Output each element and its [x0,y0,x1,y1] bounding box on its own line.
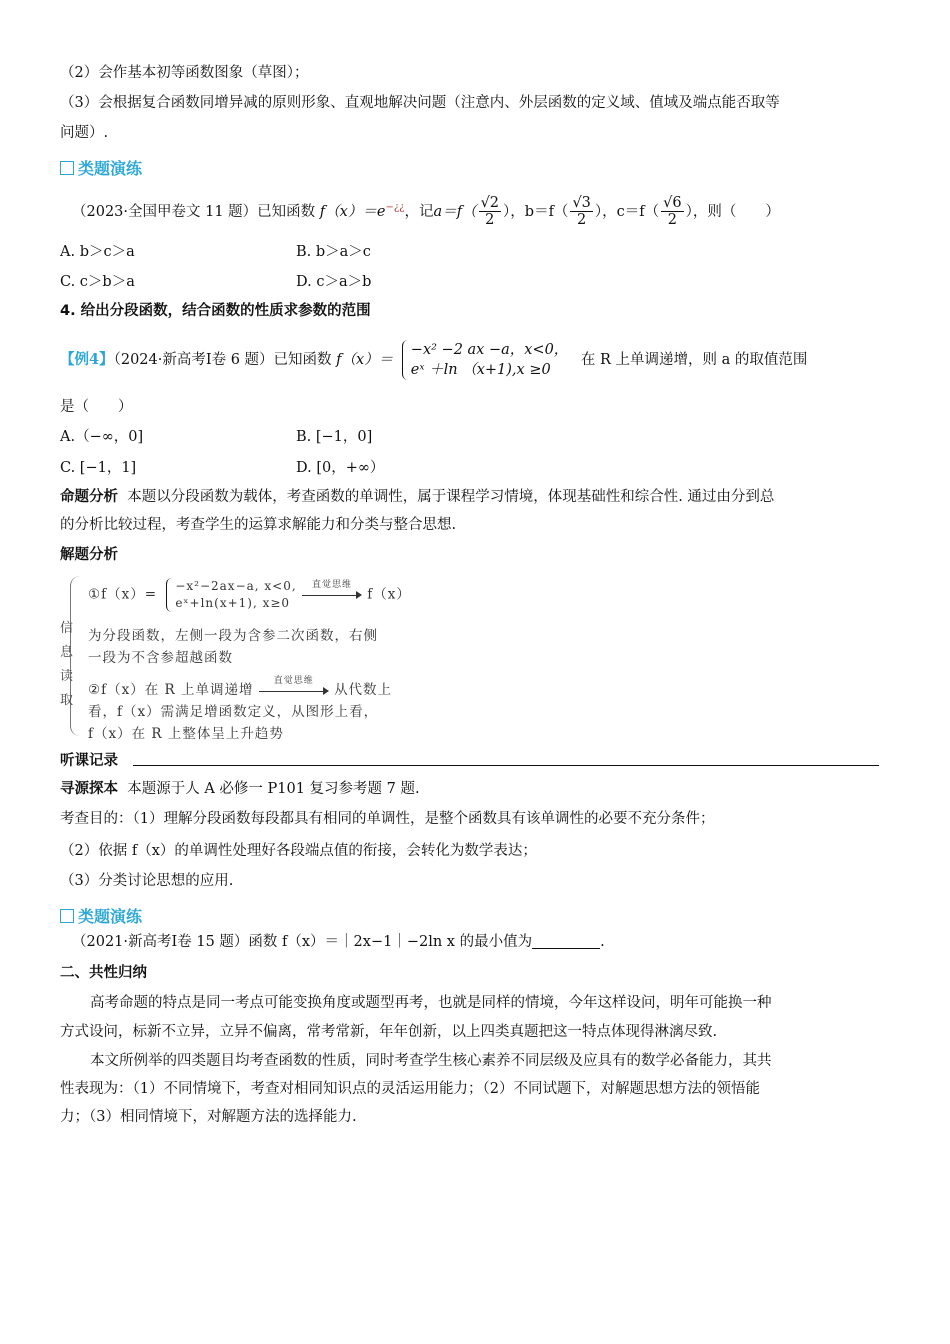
summary-p2-cont: 性表现为：（1）不同情境下，考查对相同知识点的灵活运用能力；（2）不同试题下，对解题思想方法的领悟能 [60,1081,760,1097]
example4-option-b: B. [−1，0] [296,429,373,445]
aim-1: 考查目的：（1）理解分段函数每段都具有相同的单调性，是整个函数具有该单调性的必要不充分条件； [60,811,715,827]
section-4-title: 4. 给出分段函数，结合函数的性质求参数的范围 [60,303,371,319]
analysis-paragraph: 命题分析 本题以分段函数为载体，考查函数的单调性，属于课程学习情境，体现基础性和综合性. 通过由分到总 [60,489,775,505]
example4-question: 【例4】（2024·新高考Ⅰ卷 6 题）已知函数 f（x）＝ −x² −2 ax −a，x<0， eˣ ＋ln （x+1),x ≥0 在 R 上单调递增，则 a 的取值范围 [60,342,808,378]
practice-heading-2: 类题演练 [60,906,890,928]
right-arrow-icon: 直觉思维 [259,685,329,697]
figure-line-3: 一段为不含参超越函数 [88,650,233,666]
side-label: 信 息 读 取 [60,621,74,708]
practice1-option-a: A. b＞c＞a [60,244,135,260]
figure-line-5: 看，f（x）需满足增函数定义，从图形上看， [88,704,379,720]
summary-p2-cont2: 力；（3）相同情境下，对解题方法的选择能力. [60,1109,357,1125]
practice1-option-d: D. c＞a＞b [296,274,372,290]
figure-line-6: f（x）在 R 上整体呈上升趋势 [88,726,284,742]
piecewise-function: −x² −2 ax −a，x<0， eˣ ＋ln （x+1),x ≥0 [402,340,569,380]
fraction-a: $\frac{√2}{2}$ [480,195,500,229]
checkbox-square-icon [60,161,74,175]
aim-3: （3）分类讨论思想的应用. [60,873,234,889]
figure-line-4: ②f（x）在 R 上单调递增 直觉思维 从代数上 [88,675,393,698]
example-tag: 【例4】 [60,351,114,368]
summary-p1-cont: 方式设问，标新不立异，立异不偏离，常考常新，年年创新，以上四类真题把这一特点体现得淋漓尽致. [60,1024,718,1040]
example4-question-cont: 是（ ） [60,399,133,415]
fraction-b: $\frac{√3}{2}$ [572,195,591,229]
intro-item-2: （2）会作基本初等函数图象（草图）； [60,65,309,81]
practice2-question: （2021·新高考Ⅰ卷 15 题）函数 f（x）＝｜2x−1｜−2ln x 的最小值为 . [72,934,605,950]
checkbox-square-icon [60,909,74,923]
practice-heading-1: 类题演练 [60,158,890,180]
summary-p2: 本文所例举的四类题目均考查函数的性质，同时考查学生核心素养不同层级及应具有的数学必备能力，其共 [90,1053,772,1069]
origin-paragraph: 寻源探本 本题源于人 A 必修一 P101 复习参考题 7 题. [60,781,420,797]
figure-line-2: 为分段函数，左侧一段为含参二次函数，右侧 [88,628,378,644]
figure-line-1: ①f（x）= −x²−2ax−a, x<0, eˣ+ln(x+1), x≥0 直觉思维 f（x） [88,579,411,610]
answer-blank [532,934,600,949]
practice1-option-c: C. c＞b＞a [60,274,135,290]
practice1-option-b: B. b＞a＞c [296,244,371,260]
info-reading-figure [60,572,420,742]
solve-analysis-label: 解题分析 [60,547,118,563]
practice1-question: （2023·全国甲卷文 11 题）已知函数 f（x）＝e−¿¿，记a＝f（ $\frac{√2}{2}$ ），b＝f（ $\frac{√3}{2}$ ），c＝f（ $\frac{√6}{2}$ ），则（ ） [72,195,780,229]
intro-item-3: （3）会根据复合函数同增异减的原则形象、直观地解决问题（注意内、外层函数的定义域、值域及端点能否取等 [60,95,780,111]
right-arrow-icon: 直觉思维 [302,589,362,601]
summary-p1: 高考命题的特点是同一考点可能变换角度或题型再考，也就是同样的情境，今年这样设问，明年可能换一种 [90,995,772,1011]
example4-option-a: A.（−∞，0] [60,429,144,445]
notes-underline [133,765,879,766]
analysis-paragraph-cont: 的分析比较过程，考查学生的运算求解能力和分类与整合思想. [60,517,457,533]
example4-option-d: D. [0，+∞） [296,460,385,476]
intro-item-3-cont: 问题）. [60,125,109,141]
summary-title: 二、共性归纳 [60,965,147,981]
fraction-c: $\frac{√6}{2}$ [663,195,682,229]
notes-label: 听课记录 [60,753,118,769]
example4-option-c: C. [−1，1] [60,460,137,476]
aim-2: （2）依据 f（x）的单调性处理好各段端点值的衔接，会转化为数学表达； [60,843,537,859]
